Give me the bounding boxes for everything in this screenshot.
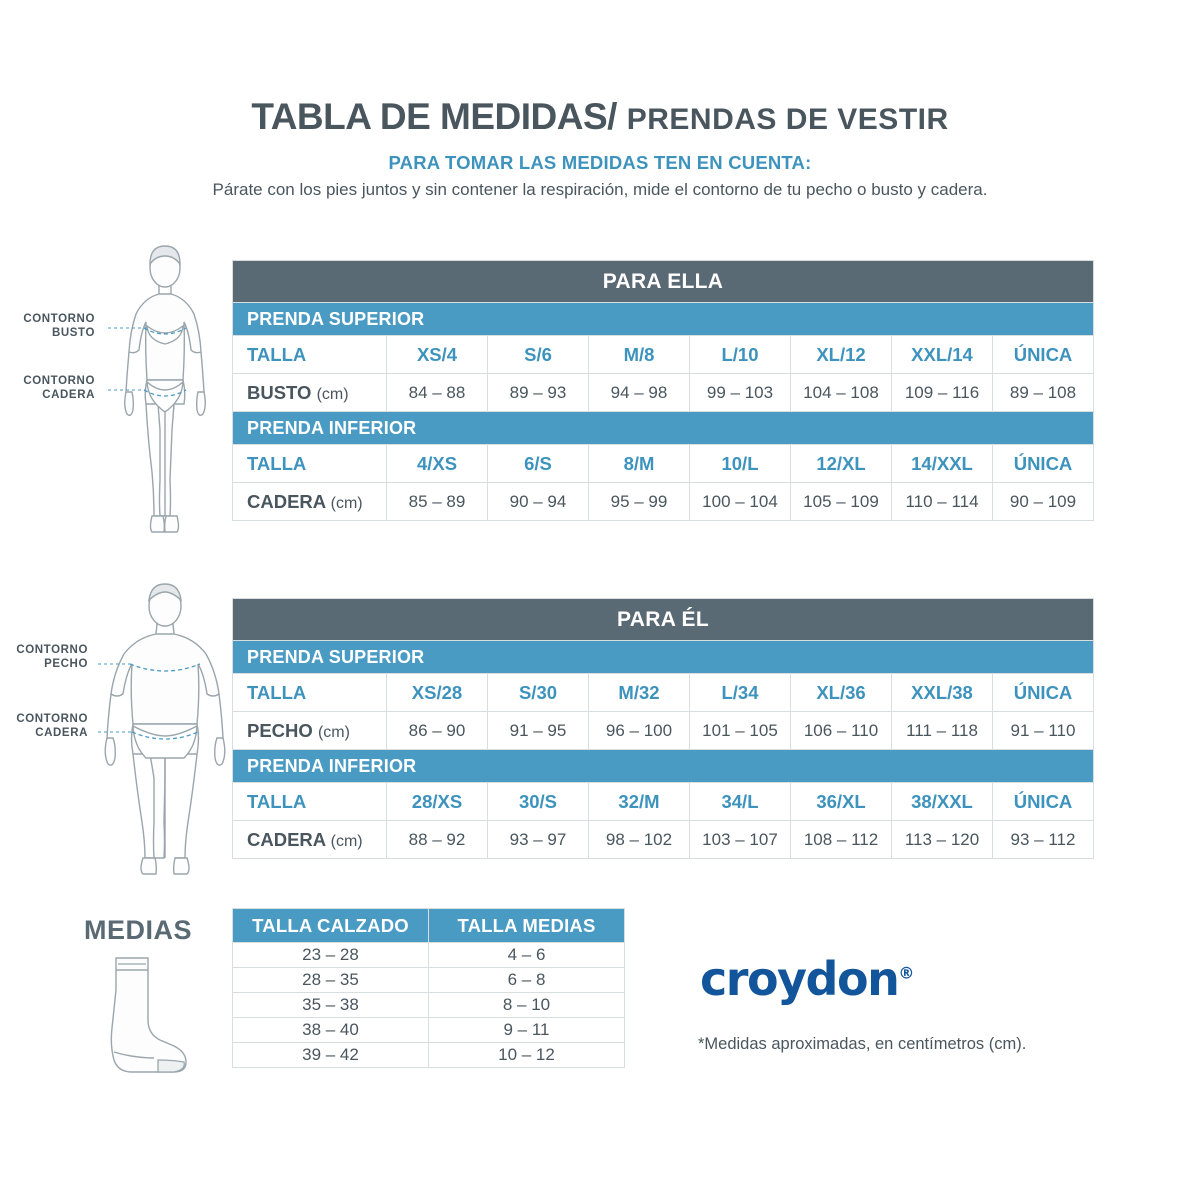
men-upper-size-label: TALLA: [233, 674, 387, 712]
men-lower-size-6: ÚNICA: [993, 783, 1094, 821]
male-hip-callout-line2: CADERA: [35, 727, 88, 740]
women-bust-unit: (cm): [316, 385, 349, 403]
instructions-text: Párate con los pies juntos y sin contener la respiración, mide el contorno de tu pecho o busto y cadera.: [212, 180, 988, 199]
female-bust-callout-line2: BUSTO: [51, 327, 95, 340]
socks-size-1: 6 – 8: [429, 968, 625, 993]
page-title-strong: TABLA DE MEDIDAS/: [251, 96, 617, 137]
men-hip-value-5: 113 – 120: [892, 821, 993, 859]
men-lower-size-2: 32/M: [589, 783, 690, 821]
women-hip-unit: (cm): [330, 494, 363, 512]
women-bust-value-0: 84 – 88: [387, 374, 488, 412]
men-lower-size-1: 30/S: [488, 783, 589, 821]
men-chest-label: [233, 712, 387, 750]
men-upper-size-4: XL/36: [791, 674, 892, 712]
men-hip-label: [233, 821, 387, 859]
men-hip-value-3: 103 – 107: [690, 821, 791, 859]
page-title: [0, 96, 1200, 138]
women-lower-size-4: 12/XL: [791, 445, 892, 483]
socks-table-block: [232, 908, 625, 1068]
women-lower-size-0: 4/XS: [387, 445, 488, 483]
men-upper-size-3: L/34: [690, 674, 791, 712]
women-lower-band-label: PRENDA INFERIOR: [233, 412, 1094, 445]
men-chest-label-text: PECHO: [247, 719, 313, 741]
women-lower-size-label: TALLA: [233, 445, 387, 483]
men-lower-size-header-row: [233, 783, 1094, 821]
women-lower-size-5: 14/XXL: [892, 445, 993, 483]
women-lower-size-3: 10/L: [690, 445, 791, 483]
women-bust-value-6: 89 – 108: [993, 374, 1094, 412]
male-chest-callout-line2: PECHO: [44, 658, 88, 671]
men-lower-band-row: [233, 750, 1094, 783]
socks-shoe-2: 35 – 38: [233, 993, 429, 1018]
women-band-title: PARA ELLA: [233, 261, 1094, 303]
women-hip-row: [233, 483, 1094, 521]
women-bust-value-2: 94 – 98: [589, 374, 690, 412]
socks-row: [233, 943, 625, 968]
men-upper-size-0: XS/28: [387, 674, 488, 712]
men-chest-value-3: 101 – 105: [690, 712, 791, 750]
men-chest-value-2: 96 – 100: [589, 712, 690, 750]
page-title-light: PRENDAS DE VESTIR: [626, 103, 949, 136]
header: [0, 96, 1200, 200]
socks-size-4: 10 – 12: [429, 1043, 625, 1068]
men-band-row: [233, 599, 1094, 641]
women-upper-size-5: XXL/14: [892, 336, 993, 374]
women-upper-size-label: TALLA: [233, 336, 387, 374]
socks-shoe-4: 39 – 42: [233, 1043, 429, 1068]
socks-shoe-1: 28 – 35: [233, 968, 429, 993]
sock-figure: [88, 948, 208, 1078]
women-lower-size-1: 6/S: [488, 445, 589, 483]
women-hip-value-0: 85 – 89: [387, 483, 488, 521]
men-size-table: [232, 598, 1094, 859]
female-body-illustration: [100, 240, 230, 550]
socks-shoe-3: 38 – 40: [233, 1018, 429, 1043]
men-upper-size-5: XXL/38: [892, 674, 993, 712]
men-hip-row: [233, 821, 1094, 859]
male-body-figure: [92, 578, 238, 888]
men-chest-row: [233, 712, 1094, 750]
female-body-figure: [100, 240, 230, 550]
women-hip-label: [233, 483, 387, 521]
women-size-table: [232, 260, 1094, 521]
female-bust-callout-line1: CONTORNO: [23, 313, 95, 325]
men-upper-band-label: PRENDA SUPERIOR: [233, 641, 1094, 674]
socks-table: [232, 908, 625, 1068]
male-hip-callout: [4, 712, 88, 741]
socks-size-3: 9 – 11: [429, 1018, 625, 1043]
women-upper-band-row: [233, 303, 1094, 336]
women-bust-value-4: 104 – 108: [791, 374, 892, 412]
women-hip-value-6: 90 – 109: [993, 483, 1094, 521]
socks-section-title: MEDIAS: [84, 915, 193, 945]
measurement-disclaimer: *Medidas aproximadas, en centímetros (cm).: [698, 1035, 1027, 1053]
socks-header-0: TALLA CALZADO: [233, 909, 429, 943]
sock-illustration: [88, 948, 208, 1078]
men-upper-size-header-row: [233, 674, 1094, 712]
women-upper-size-0: XS/4: [387, 336, 488, 374]
men-upper-size-2: M/32: [589, 674, 690, 712]
men-hip-value-6: 93 – 112: [993, 821, 1094, 859]
women-upper-size-2: M/8: [589, 336, 690, 374]
brand-logo: [700, 952, 914, 1006]
female-hip-callout-line2: CADERA: [42, 389, 95, 402]
women-band-row: [233, 261, 1094, 303]
male-hip-callout-line1: CONTORNO: [16, 713, 88, 725]
men-chest-value-5: 111 – 118: [892, 712, 993, 750]
socks-header-row: [233, 909, 625, 943]
women-bust-row: [233, 374, 1094, 412]
socks-row: [233, 1018, 625, 1043]
men-upper-size-1: S/30: [488, 674, 589, 712]
socks-row: [233, 968, 625, 993]
socks-row: [233, 1043, 625, 1068]
men-hip-value-4: 108 – 112: [791, 821, 892, 859]
women-hip-value-5: 110 – 114: [892, 483, 993, 521]
men-lower-band-label: PRENDA INFERIOR: [233, 750, 1094, 783]
women-bust-value-5: 109 – 116: [892, 374, 993, 412]
men-hip-value-0: 88 – 92: [387, 821, 488, 859]
women-upper-band-label: PRENDA SUPERIOR: [233, 303, 1094, 336]
women-bust-label: [233, 374, 387, 412]
female-bust-callout: [10, 312, 95, 341]
men-hip-label-text: CADERA: [247, 828, 326, 850]
socks-shoe-0: 23 – 28: [233, 943, 429, 968]
women-upper-size-1: S/6: [488, 336, 589, 374]
men-size-table-block: [232, 598, 1094, 859]
registered-trademark-icon: ®: [898, 963, 915, 983]
women-lower-size-6: ÚNICA: [993, 445, 1094, 483]
women-hip-label-text: CADERA: [247, 490, 326, 512]
female-hip-callout-line1: CONTORNO: [23, 375, 95, 387]
men-hip-unit: (cm): [330, 832, 363, 850]
men-chest-value-1: 91 – 95: [488, 712, 589, 750]
male-chest-callout: [4, 643, 88, 672]
male-chest-callout-line1: CONTORNO: [16, 644, 88, 656]
women-hip-value-1: 90 – 94: [488, 483, 589, 521]
men-hip-value-2: 98 – 102: [589, 821, 690, 859]
men-lower-size-4: 36/XL: [791, 783, 892, 821]
women-bust-label-text: BUSTO: [247, 381, 312, 403]
instructions-heading: PARA TOMAR LAS MEDIDAS TEN EN CUENTA:: [388, 152, 812, 173]
socks-row: [233, 993, 625, 1018]
women-hip-value-4: 105 – 109: [791, 483, 892, 521]
women-upper-size-header-row: [233, 336, 1094, 374]
men-lower-size-5: 38/XXL: [892, 783, 993, 821]
men-lower-size-label: TALLA: [233, 783, 387, 821]
women-hip-value-2: 95 – 99: [589, 483, 690, 521]
men-chest-value-0: 86 – 90: [387, 712, 488, 750]
female-hip-callout: [10, 374, 95, 403]
socks-size-2: 8 – 10: [429, 993, 625, 1018]
men-chest-value-4: 106 – 110: [791, 712, 892, 750]
socks-size-0: 4 – 6: [429, 943, 625, 968]
women-hip-value-3: 100 – 104: [690, 483, 791, 521]
men-lower-size-0: 28/XS: [387, 783, 488, 821]
women-upper-size-6: ÚNICA: [993, 336, 1094, 374]
women-upper-size-4: XL/12: [791, 336, 892, 374]
men-hip-value-1: 93 – 97: [488, 821, 589, 859]
women-upper-size-3: L/10: [690, 336, 791, 374]
men-upper-band-row: [233, 641, 1094, 674]
women-lower-size-header-row: [233, 445, 1094, 483]
socks-header-1: TALLA MEDIAS: [429, 909, 625, 943]
men-chest-unit: (cm): [317, 723, 350, 741]
women-lower-size-2: 8/M: [589, 445, 690, 483]
men-upper-size-6: ÚNICA: [993, 674, 1094, 712]
male-body-illustration: [92, 578, 238, 888]
men-band-title: PARA ÉL: [233, 599, 1094, 641]
women-bust-value-3: 99 – 103: [690, 374, 791, 412]
men-lower-size-3: 34/L: [690, 783, 791, 821]
women-bust-value-1: 89 – 93: [488, 374, 589, 412]
women-size-table-block: [232, 260, 1094, 521]
men-chest-value-6: 91 – 110: [993, 712, 1094, 750]
brand-name: croydon: [700, 952, 899, 1006]
women-lower-band-row: [233, 412, 1094, 445]
